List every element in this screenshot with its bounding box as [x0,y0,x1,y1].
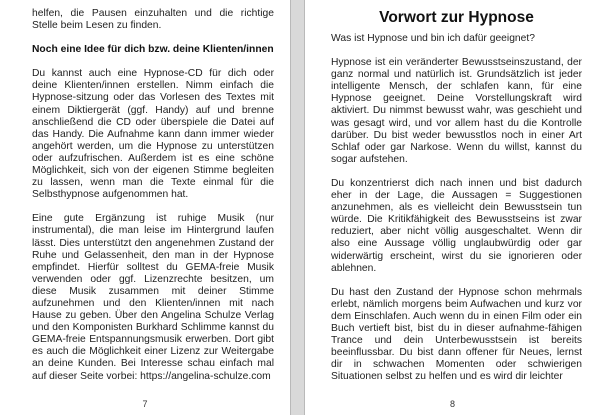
left-section-heading: Noch eine Idee für dich bzw. deine Klienten/innen [32,44,274,56]
right-page [304,0,600,415]
right-page-number: 8 [449,399,455,409]
left-page [0,0,291,415]
left-page-number: 7 [142,399,148,409]
right-paragraph-2: Du konzentrierst dich nach innen und bist dadurch eher in der Lage, die Aussagen = Suggestionen anzunehmen, als es vielleicht dein Bewusstsein tun würde. Die Kritikfähigkeit des Bewusstseins ist zwar reduziert, aber nicht völlig ausgeschaltet. Wenn dir also eine Aussage völlig unglaubwürdig oder gar widerwärtig erscheint, wirst du sie ignorieren oder ablehnen. [331,177,582,274]
right-page-title: Vorwort zur Hypnose [379,9,534,26]
left-intro-text: helfen, die Pausen einzuhalten und die richtige Stelle beim Lesen zu finden. [32,8,274,32]
left-paragraph-2: Eine gute Ergänzung ist ruhige Musik (nur instrumental), die man leise im Hintergrund laufen lässt. Dies unterstützt den angenehmen Zustand der Ruhe und Gelassenheit, den man in der Hypnose empfindet. Hierfür solltest du GEMA-freie Musik verwenden oder ggf. Lizenzrechte besitzen, um diese Musik zusammen mit deiner Stimme aufzunehmen und den Klienten/innen mit nach Hause zu geben. Über den Angelina Schulze Verlag und den Komponisten Burkhard Schlimme kannst du GEMA-freie Entspannungsmusik erwerben. Dort gibt es auch die Möglichkeit einer Lizenz zur Weitergabe an deine Kunden. Bei Interesse schau einfach mal auf dieser Seite vorbei: https://angelina-schulze.com [32,213,274,382]
right-paragraph-1: Hypnose ist ein veränderter Bewusstseinszustand, der ganz normal und natürlich ist. Grundsätzlich ist jeder intelligente Mensch, der schlafen kann, für eine Hypnose geeignet. Deine Vorstellungskraft wird aktiviert. Du nimmst bewusst wahr, was geschieht und was gesagt wird, und vor allem hast du die Kontrolle darüber. Du bist weder bewusstlos noch in einer Art Schlaf oder gar Narkose. Wenn du willst, kannst du sogar aufstehen. [331,57,582,165]
right-question: Was ist Hypnose und bin ich dafür geeignet? [331,33,535,44]
right-paragraph-3: Du hast den Zustand der Hypnose schon mehrmals erlebt, nämlich morgens beim Aufwachen und kurz vor dem Einschlafen. Auch wenn du in einen Film oder ein Buch vertieft bist, bist du in dieser aufnahme-fähigen Trance und dein Unterbewusstsein ist bereits beeinflussbar. Du bist dann offener für Neues, lernst dir in schwachen Momenten oder schwierigen Situationen selbst zu helfen und es wird dir leichter [331,286,582,383]
left-paragraph-1: Du kannst auch eine Hypnose-CD für dich oder deine Klienten/innen erstellen. Nimm einfach die Hypnose-sitzung oder das Vorlesen des Textes mit einem Diktiergerät (ggf. Handy) auf und brenne anschließend die CD oder überspiele die Datei auf das Handy. Die Aufnahme kann dann immer wieder angehört werden, um die Hypnose zu unterstützen oder aufzufrischen. Außerdem ist es eine schöne Möglichkeit, sich von der eigenen Stimme begleiten zu lassen, wenn man die Texte einmal für die Selbsthypnose aufgenommen hat. [32,68,274,201]
